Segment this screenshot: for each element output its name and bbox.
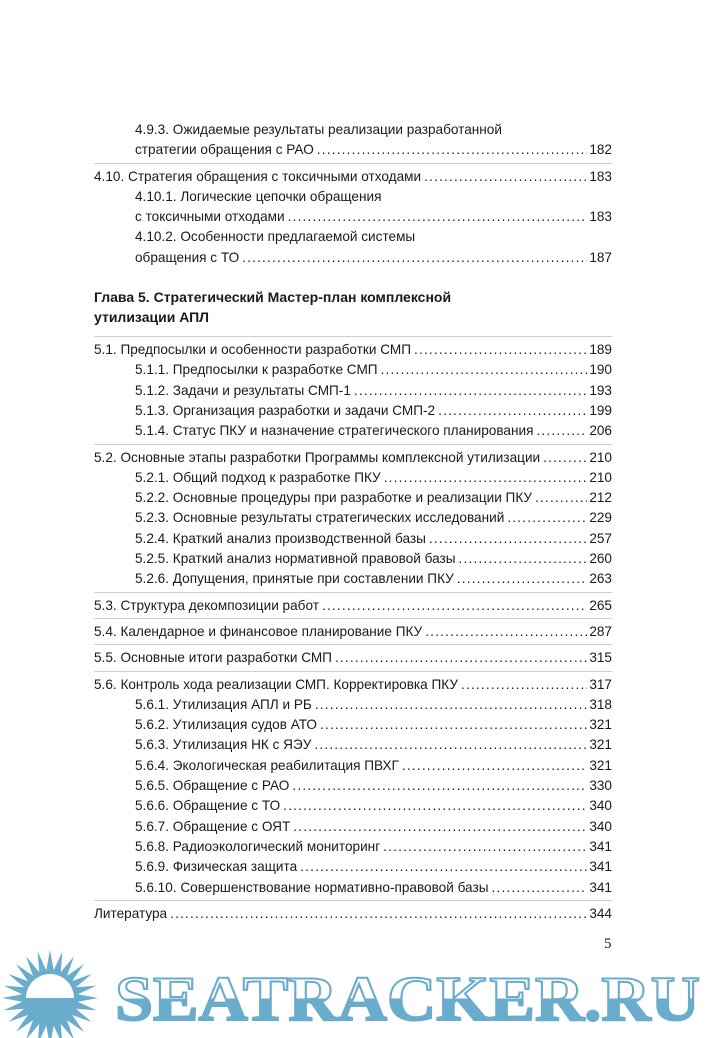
toc-entry[interactable] [94,776,612,796]
dot-leader [288,207,588,227]
dot-leader [402,756,587,776]
toc-entry-title: 5.5. Основные итоги разработки СМП [94,650,332,666]
dot-leader [322,596,587,616]
toc-entry-page: 257 [589,530,612,546]
toc-entry-page: 315 [589,650,612,666]
divider [94,618,612,619]
toc-entry-page: 187 [589,249,612,265]
toc-entry-title: 5.1.4. Статус ПКУ и назначение стратегического планирования [135,423,534,439]
toc-entry-page: 341 [589,879,612,895]
toc-entry-title: Литература [94,905,168,921]
chapter-heading-line: утилизации АПЛ [94,308,210,325]
chapter-heading [94,288,612,327]
toc-entry[interactable] [94,167,612,187]
dot-leader [383,837,587,857]
toc-entry-title: 5.2.5. Краткий анализ нормативной правовой базы [135,551,456,567]
toc-entry-line [94,187,612,207]
table-of-contents [94,120,612,924]
toc-entry[interactable] [94,207,612,227]
toc-entry-page: 318 [589,696,612,712]
toc-entry-page: 265 [589,597,612,613]
toc-entry[interactable] [94,381,612,401]
toc-entry-title: 5.4. Календарное и финансовое планирование ПКУ [94,623,423,639]
toc-entry-title: 5.1.3. Организация разработки и задачи СМП-2 [135,402,436,418]
toc-entry-title: 5.6.10. Совершенствование нормативно-правовой базы [135,879,489,895]
toc-entry[interactable] [94,248,612,268]
toc-entry-title: 5.6.2. Утилизация судов АТО [135,717,317,733]
toc-entry-page: 344 [589,905,612,921]
dot-leader [457,569,588,589]
dot-leader [438,401,587,421]
dot-leader [315,695,587,715]
dot-leader [461,675,587,695]
toc-entry-line [94,120,612,140]
toc-entry[interactable] [94,817,612,837]
dot-leader [170,904,587,924]
divider [94,644,612,645]
toc-entry[interactable] [94,360,612,380]
toc-entry-page: 317 [589,676,612,692]
divider [94,163,612,164]
toc-entry-title: 4.10. Стратегия обращения с токсичными отходами [94,168,422,184]
toc-entry-title: 5.6. Контроль хода реализации СМП. Корректировка ПКУ [94,676,458,692]
toc-entry-page: 263 [589,571,612,587]
toc-entry[interactable] [94,340,612,360]
toc-entry-page: 183 [589,168,612,184]
toc-entry[interactable] [94,401,612,421]
toc-entry-page: 321 [589,757,612,773]
toc-entry-title: 5.1.2. Задачи и результаты СМП-1 [135,382,351,398]
toc-entry-page: 210 [589,469,612,485]
dot-leader [535,488,587,508]
dot-leader [335,648,587,668]
toc-entry[interactable] [94,421,612,441]
toc-entry[interactable] [94,857,612,877]
dot-leader [429,529,587,549]
toc-entry-page: 183 [589,209,612,225]
toc-entry-page: 229 [589,510,612,526]
toc-entry-title: 5.6.9. Физическая защита [135,859,298,875]
toc-entry[interactable] [94,622,612,642]
divider [94,900,612,901]
toc-entry-title: стратегии обращения с РАО [135,142,314,158]
toc-entry[interactable] [94,756,612,776]
toc-entry-title: 5.2.4. Краткий анализ производственной базы [135,530,426,546]
toc-entry-page: 189 [589,342,612,358]
dot-leader [543,448,587,468]
toc-entry-title-line1: 4.10.2. Особенности предлагаемой системы [135,229,416,245]
dot-leader [317,140,588,160]
toc-entry[interactable] [94,549,612,569]
toc-entry-page: 260 [589,551,612,567]
toc-entry[interactable] [94,448,612,468]
toc-entry-page: 340 [589,818,612,834]
toc-entry[interactable] [94,508,612,528]
toc-entry-page: 206 [589,423,612,439]
dot-leader [384,468,588,488]
dot-leader [414,340,587,360]
toc-entry-page: 193 [589,382,612,398]
dot-leader [459,549,588,569]
toc-entry-page: 321 [589,737,612,753]
toc-entry-title: 5.6.1. Утилизация АПЛ и РБ [135,696,312,712]
chapter-heading-line: Глава 5. Стратегический Мастер-план комплексной [94,289,452,306]
divider [94,592,612,593]
toc-entry[interactable] [94,904,612,924]
dot-leader [491,878,587,898]
toc-entry[interactable] [94,468,612,488]
toc-entry-title: 5.2.6. Допущения, принятые при составлении ПКУ [135,571,454,587]
dot-leader [424,167,587,187]
dot-leader [242,248,587,268]
toc-entry[interactable] [94,140,612,160]
toc-entry-title: обращения с ТО [135,249,240,265]
toc-entry[interactable] [94,596,612,616]
watermark-logo [0,942,708,1038]
dot-leader [354,381,587,401]
toc-entry[interactable] [94,715,612,735]
toc-entry-page: 321 [589,717,612,733]
toc-entry-title: 5.6.3. Утилизация НК с ЯЭУ [135,737,312,753]
dot-leader [314,735,587,755]
dot-leader [292,776,587,796]
toc-entry-page: 341 [589,838,612,854]
toc-entry[interactable] [94,695,612,715]
toc-entry-page: 182 [589,142,612,158]
toc-entry-page: 341 [589,859,612,875]
toc-entry-page: 330 [589,778,612,794]
watermark-text: SEATRACKER.RU [115,963,700,1034]
toc-entry-title: 5.2.2. Основные процедуры при разработке и реализации ПКУ [135,490,533,506]
divider [94,336,612,337]
toc-entry[interactable] [94,675,612,695]
dot-leader [425,622,587,642]
toc-entry-page: 340 [589,798,612,814]
toc-entry-title: 5.1.1. Предпосылки к разработке СМП [135,362,378,378]
toc-entry[interactable] [94,648,612,668]
divider [94,671,612,672]
toc-entry-line [94,227,612,247]
toc-entry[interactable] [94,837,612,857]
toc-entry-title: 5.6.4. Экологическая реабилитация ПВХГ [135,757,399,773]
dot-leader [381,360,588,380]
toc-entry[interactable] [94,569,612,589]
toc-entry-title: с токсичными отходами [135,209,285,225]
dot-leader [293,817,587,837]
toc-entry-title-line1: 4.9.3. Ожидаемые результаты реализации разработанной [135,122,502,137]
toc-entry[interactable] [94,735,612,755]
toc-entry-title: 5.2.1. Общий подход к разработке ПКУ [135,469,381,485]
toc-entry-title: 5.3. Структура декомпозиции работ [94,597,319,613]
dot-leader [507,508,587,528]
divider [94,444,612,445]
sun-icon [2,950,98,1038]
dot-leader [536,421,587,441]
toc-entry-title: 5.1. Предпосылки и особенности разработки СМП [94,342,411,358]
toc-entry-page: 190 [589,362,612,378]
toc-entry[interactable] [94,529,612,549]
toc-entry-title: 5.2. Основные этапы разработки Программы комплексной утилизации [94,449,541,465]
toc-entry-title: 5.6.5. Обращение с РАО [135,778,290,794]
toc-entry-page: 199 [589,402,612,418]
toc-entry[interactable] [94,878,612,898]
toc-entry-page: 287 [589,623,612,639]
toc-entry-page: 212 [589,490,612,506]
toc-entry-title: 5.6.8. Радиоэкологический мониторинг [135,838,381,854]
page-number: 5 [604,936,612,952]
toc-entry[interactable] [94,796,612,816]
toc-entry-page: 210 [589,449,612,465]
dot-leader [320,715,587,735]
toc-entry-title: 5.6.7. Обращение с ОЯТ [135,818,291,834]
dot-leader [300,857,587,877]
toc-entry-title: 5.2.3. Основные результаты стратегических исследований [135,510,505,526]
toc-entry[interactable] [94,488,612,508]
toc-entry-title: 5.6.6. Обращение с ТО [135,798,281,814]
dot-leader [283,796,587,816]
toc-entry-title-line1: 4.10.1. Логические цепочки обращения [135,188,382,204]
